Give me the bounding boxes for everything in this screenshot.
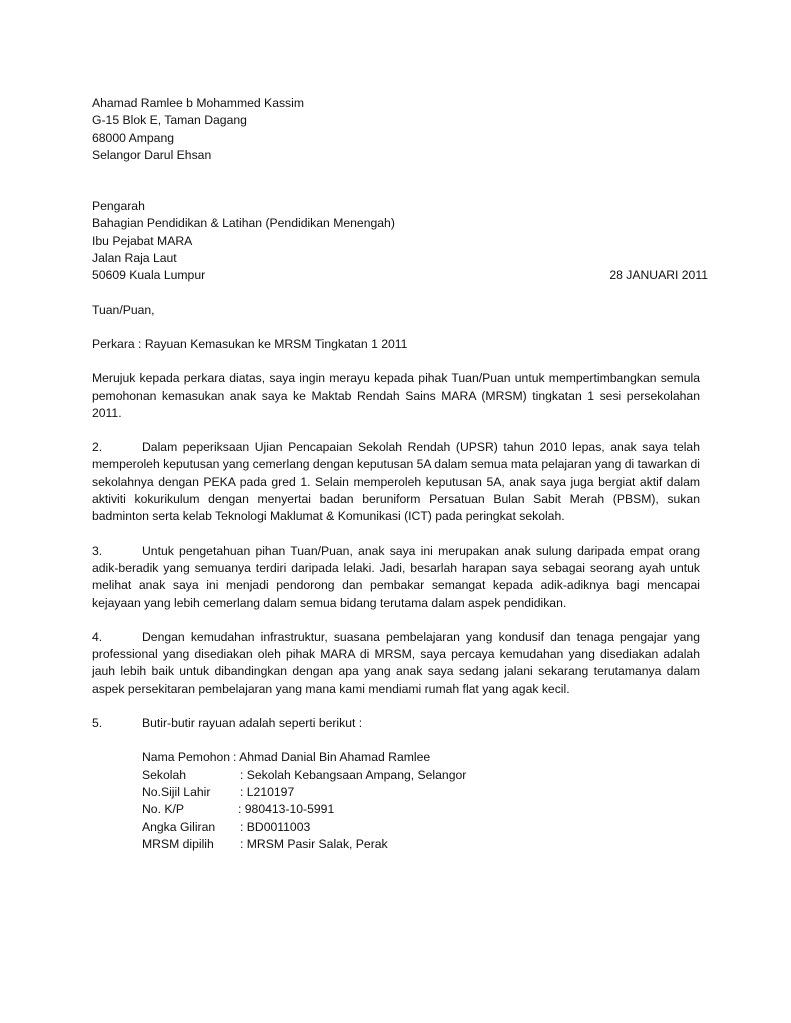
paragraph-5-number: 5. — [92, 716, 103, 731]
intro-paragraph: Merujuk kepada perkara diatas, saya ingin merayu kepada pihak Tuan/Puan untuk mempertimbangkan semula pemohonan kemasukan anak saya ke Maktab Rendah Sains MARA (MRSM) tingkatan 1 sesi persekolahan 2011. — [92, 371, 700, 420]
detail-row-cert — [142, 784, 700, 801]
detail-row-mrsm — [142, 836, 700, 853]
letter-date: 28 JANUARI 2011 — [609, 268, 708, 283]
recipient-city: 50609 Kuala Lumpur — [92, 268, 206, 283]
detail-cert-value: : L210197 — [240, 785, 295, 800]
recipient-street: Jalan Raja Laut — [92, 251, 177, 266]
detail-school-label: Sekolah — [142, 767, 187, 782]
paragraph-4 — [92, 629, 700, 698]
paragraph-2-text: Dalam peperiksaan Ujian Pencapaian Sekolah Rendah (UPSR) tahun 2010 lepas, anak saya telah memperoleh keputusan yang cemerlang dengan keputusan 5A dalam semua mata pelajaran yang di tawarkan di sekolahnya dengan PEKA pada gred 1. Selain memperoleh keputusan 5A, anak saya juga bergiat aktif dalam aktiviti kokurikulum dengan menyertai badan beruniform Persatuan Bulan Sabit Merah (PBSM), sukan badminton serta kelab Teknologi Maklumat & Komunikasi (ICT) pada peringkat sekolah. — [92, 440, 700, 524]
sender-address-line-1: G-15 Blok E, Taman Dagang — [92, 113, 247, 128]
paragraph-2 — [92, 439, 700, 525]
recipient-department: Bahagian Pendidikan & Latihan (Pendidikan Menengah) — [92, 216, 395, 231]
detail-row-index — [142, 819, 700, 836]
salutation: Tuan/Puan, — [92, 302, 155, 317]
sender-address-line-2: 68000 Ampang — [92, 130, 174, 145]
applicant-details — [142, 749, 700, 853]
detail-name-label: Nama Pemohon — [142, 750, 231, 765]
paragraph-3-text: Untuk pengetahuan pihan Tuan/Puan, anak saya ini merupakan anak sulung daripada empat orang adik-beradik yang semuanya terdiri daripada lelaki. Jadi, besarlah harapan saya sebagai seorang ayah untuk melihat anak saya ini menjadi pendorong dan pembakar semangat kepada adik-adiknya bagi mencapai kejayaan yang lebih cemerlang dalam semua bidang terutama dalam aspek pendidikan. — [92, 543, 700, 610]
detail-mrsm-value: : MRSM Pasir Salak, Perak — [240, 837, 388, 852]
subject-line: Perkara : Rayuan Kemasukan ke MRSM Tingkatan 1 2011 — [92, 336, 408, 351]
paragraph-4-text: Dengan kemudahan infrastruktur, suasana pembelajaran yang kondusif dan tenaga pengajar yang professional yang disediakan oleh pihak MARA di MRSM, saya percaya kemudahan yang disediakan adalah jauh lebih baik untuk dibandingkan dengan apa yang anak saya sedang jalani sekarang terutamanya dalam aspek persekitaran pembelajaran yang mana kami mendiami rumah flat yang agak kecil. — [92, 629, 700, 696]
paragraph-3-number: 3. — [92, 543, 103, 558]
sender-address-line-3: Selangor Darul Ehsan — [92, 147, 212, 162]
detail-index-value: : BD0011003 — [240, 819, 311, 834]
letter-page — [92, 95, 708, 854]
detail-row-ic — [142, 801, 700, 818]
sender-address — [92, 95, 700, 164]
detail-school-value: : Sekolah Kebangsaan Ampang, Selangor — [240, 767, 467, 782]
paragraph-5 — [92, 715, 700, 732]
paragraph-2-number: 2. — [92, 440, 103, 455]
sender-name: Ahamad Ramlee b Mohammed Kassim — [92, 96, 305, 110]
detail-cert-label: No.Sijil Lahir — [142, 785, 211, 800]
detail-row-name — [142, 749, 700, 766]
detail-mrsm-label: MRSM dipilih — [142, 837, 214, 852]
recipient-title: Pengarah — [92, 199, 145, 214]
paragraph-4-number: 4. — [92, 629, 103, 644]
detail-ic-value: : 980413-10-5991 — [238, 802, 335, 817]
detail-ic-label: No. K/P — [142, 802, 184, 817]
recipient-office: Ibu Pejabat MARA — [92, 233, 193, 248]
detail-row-school — [142, 767, 700, 784]
detail-index-label: Angka Giliran — [142, 819, 216, 834]
detail-name-value: : Ahmad Danial Bin Ahamad Ramlee — [233, 750, 431, 765]
recipient-address — [92, 198, 708, 284]
paragraph-5-text: Butir-butir rayuan adalah seperti berikut : — [142, 716, 363, 731]
paragraph-3 — [92, 543, 700, 612]
